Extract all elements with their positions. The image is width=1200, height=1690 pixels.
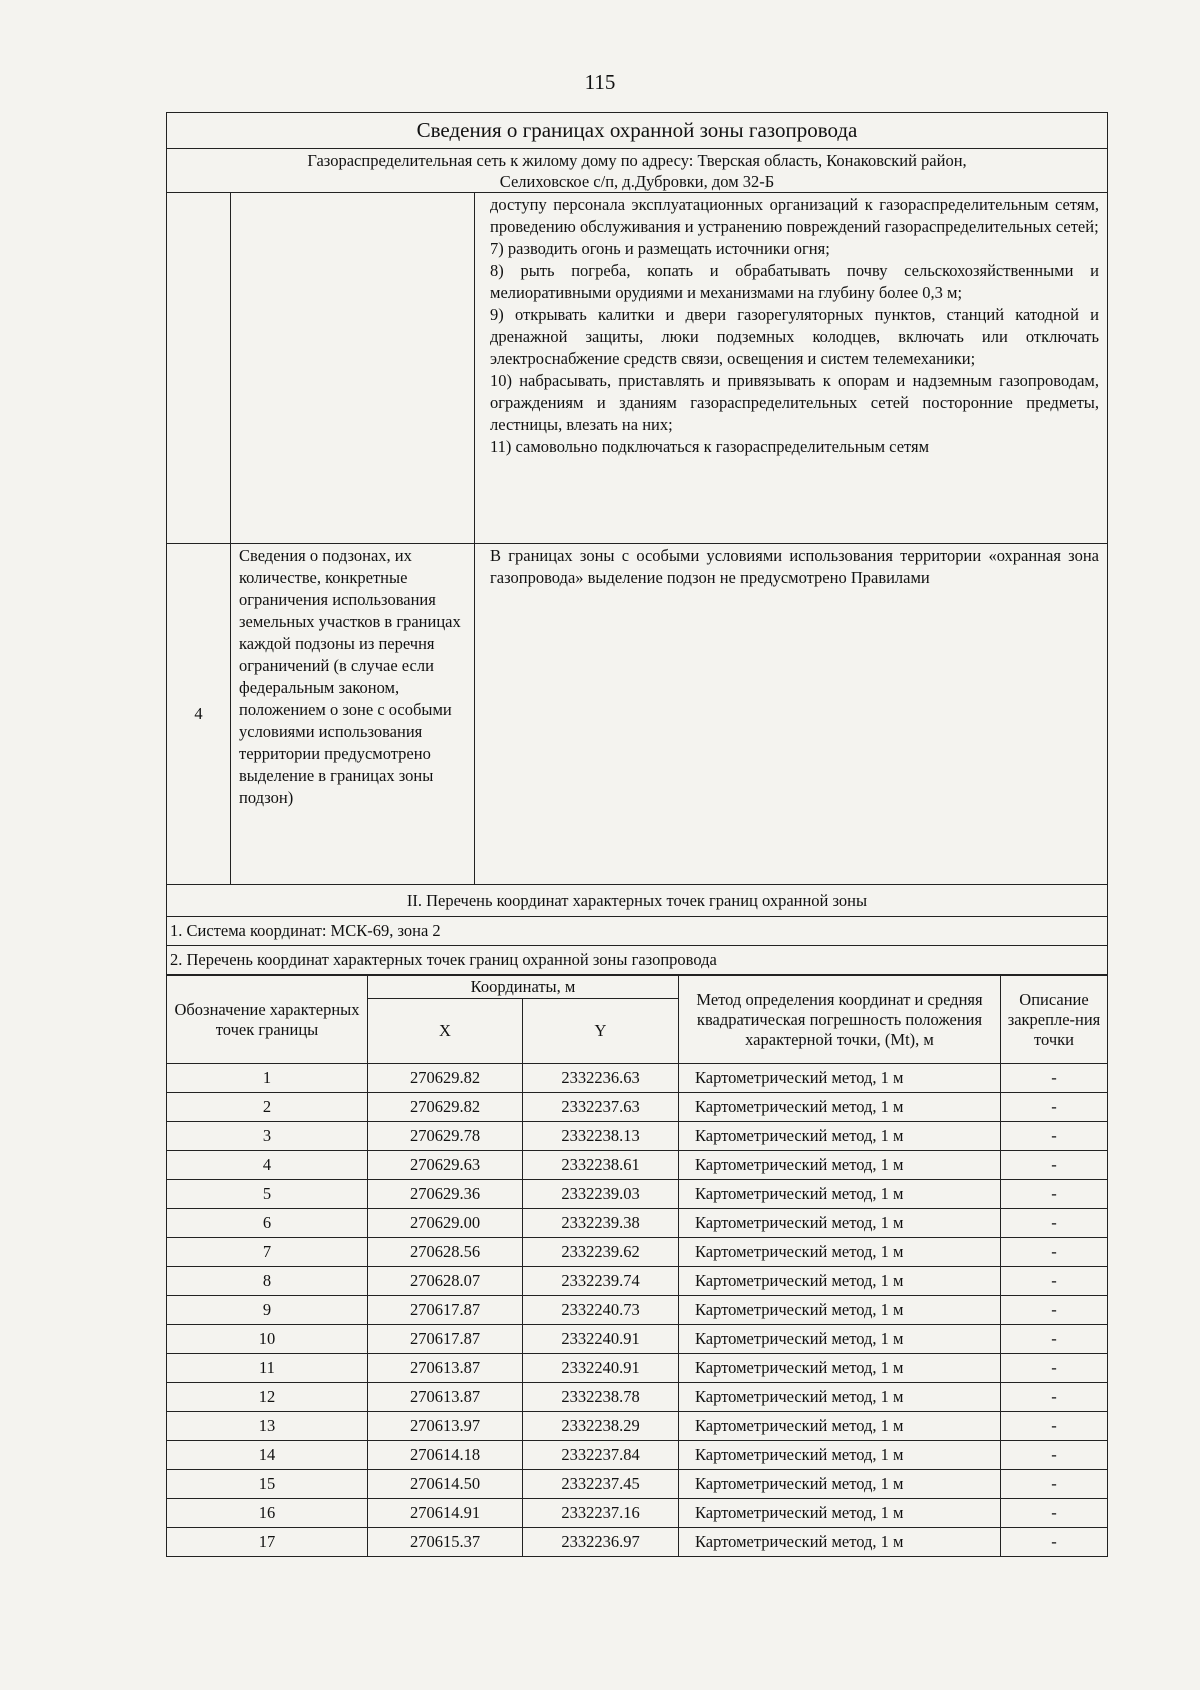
point-number: 1	[167, 1064, 368, 1093]
document-sheet	[166, 112, 1107, 1557]
point-number: 8	[167, 1267, 368, 1296]
coord-x: 270629.82	[368, 1064, 523, 1093]
fixation-description: -	[1001, 1151, 1108, 1180]
restriction-item: 11) самовольно подключаться к газораспределительным сетям	[490, 437, 930, 456]
table-row	[167, 1412, 1108, 1441]
fixation-description: -	[1001, 1383, 1108, 1412]
fixation-description: -	[1001, 1209, 1108, 1238]
point-number: 13	[167, 1412, 368, 1441]
coord-x: 270615.37	[368, 1528, 523, 1557]
method: Картометрический метод, 1 м	[679, 1470, 1001, 1499]
y-header: Y	[523, 999, 679, 1064]
point-number: 6	[167, 1209, 368, 1238]
coord-y: 2332237.63	[523, 1093, 679, 1122]
fixation-description: -	[1001, 1528, 1108, 1557]
point-number: 17	[167, 1528, 368, 1557]
table-row	[167, 1122, 1108, 1151]
table-row	[167, 1093, 1108, 1122]
coord-y: 2332239.38	[523, 1209, 679, 1238]
coord-x: 270617.87	[368, 1296, 523, 1325]
coord-y: 2332239.62	[523, 1238, 679, 1267]
fixation-description: -	[1001, 1470, 1108, 1499]
description-header: Описание закрепле-ния точки	[1001, 976, 1108, 1064]
coord-x: 270629.00	[368, 1209, 523, 1238]
table-row	[167, 1499, 1108, 1528]
method: Картометрический метод, 1 м	[679, 1122, 1001, 1151]
table-row	[167, 1238, 1108, 1267]
method: Картометрический метод, 1 м	[679, 1151, 1001, 1180]
coord-y: 2332236.63	[523, 1064, 679, 1093]
point-number: 16	[167, 1499, 368, 1528]
address-line-1: Газораспределительная сеть к жилому дому по адресу: Тверская область, Конаковский район,	[307, 150, 967, 170]
coord-y: 2332237.84	[523, 1441, 679, 1470]
restriction-item: доступу персонала эксплуатационных организаций к газораспределительным сетям, проведению обслуживания и устранению повреждений газораспределительных сетей;	[490, 195, 1100, 236]
coord-y: 2332238.78	[523, 1383, 679, 1412]
coord-x: 270613.87	[368, 1354, 523, 1383]
coord-y: 2332238.13	[523, 1122, 679, 1151]
coord-x: 270614.91	[368, 1499, 523, 1528]
method: Картометрический метод, 1 м	[679, 1238, 1001, 1267]
coord-y: 2332236.97	[523, 1528, 679, 1557]
method: Картометрический метод, 1 м	[679, 1325, 1001, 1354]
table-row	[167, 1267, 1108, 1296]
coordinates-header: Координаты, м	[368, 976, 679, 999]
table-row	[167, 1296, 1108, 1325]
restriction-item: 9) открывать калитки и двери газорегуляторных пунктов, станций катодной и дренажной защиты, люки подземных колодцев, включать или отключать электроснабжение средств связи, освещения и систем телемеханики;	[490, 305, 1100, 368]
table-row	[167, 1470, 1108, 1499]
method: Картометрический метод, 1 м	[679, 1499, 1001, 1528]
restriction-item: 10) набрасывать, приставлять и привязывать к опорам и надземным газопроводам, ограждениям и зданиям газораспределительных сетей посторонние предметы, лестницы, влезать на них;	[490, 371, 1100, 434]
point-number: 2	[167, 1093, 368, 1122]
coordinates-table	[166, 975, 1108, 1557]
point-number: 7	[167, 1238, 368, 1267]
point-number: 15	[167, 1470, 368, 1499]
fixation-description: -	[1001, 1441, 1108, 1470]
coord-y: 2332240.73	[523, 1296, 679, 1325]
coord-x: 270613.87	[368, 1383, 523, 1412]
coord-y: 2332237.16	[523, 1499, 679, 1528]
method: Картометрический метод, 1 м	[679, 1354, 1001, 1383]
section2-heading: II. Перечень координат характерных точек границ охранной зоны	[167, 885, 1108, 917]
method: Картометрический метод, 1 м	[679, 1064, 1001, 1093]
method: Картометрический метод, 1 м	[679, 1209, 1001, 1238]
coordinates-body	[167, 1064, 1108, 1557]
coord-x: 270629.36	[368, 1180, 523, 1209]
coord-y: 2332240.91	[523, 1354, 679, 1383]
fixation-description: -	[1001, 1412, 1108, 1441]
point-number: 14	[167, 1441, 368, 1470]
method-header: Метод определения координат и средняя квадратическая погрешность положения характерной точки, (Mt), м	[679, 976, 1001, 1064]
point-number: 5	[167, 1180, 368, 1209]
fixation-description: -	[1001, 1325, 1108, 1354]
address-line-2: Селиховское с/п, д.Дубровки, дом 32-Б	[499, 171, 775, 191]
coord-y: 2332238.29	[523, 1412, 679, 1441]
row-number: 4	[167, 544, 231, 885]
point-number: 3	[167, 1122, 368, 1151]
method: Картометрический метод, 1 м	[679, 1180, 1001, 1209]
method: Картометрический метод, 1 м	[679, 1441, 1001, 1470]
fixation-description: -	[1001, 1267, 1108, 1296]
coord-x: 270629.82	[368, 1093, 523, 1122]
point-number: 9	[167, 1296, 368, 1325]
coordinate-system: 1. Система координат: МСК-69, зона 2	[167, 917, 1108, 946]
document-title: Сведения о границах охранной зоны газопровода	[167, 113, 1108, 149]
table-row	[167, 1209, 1108, 1238]
point-number: 11	[167, 1354, 368, 1383]
point-number: 12	[167, 1383, 368, 1412]
zone-info-table	[166, 112, 1108, 975]
fixation-description: -	[1001, 1064, 1108, 1093]
method: Картометрический метод, 1 м	[679, 1383, 1001, 1412]
table-row	[167, 1383, 1108, 1412]
fixation-description: -	[1001, 1296, 1108, 1325]
row3-label-cell	[231, 193, 475, 544]
coord-x: 270629.63	[368, 1151, 523, 1180]
fixation-description: -	[1001, 1122, 1108, 1151]
table-row	[167, 1151, 1108, 1180]
page-number: 115	[584, 70, 616, 94]
point-number: 4	[167, 1151, 368, 1180]
fixation-description: -	[1001, 1180, 1108, 1209]
coord-x: 270614.50	[368, 1470, 523, 1499]
object-address	[167, 149, 1108, 193]
table-row	[167, 1354, 1108, 1383]
fixation-description: -	[1001, 1238, 1108, 1267]
restrictions-continued	[475, 193, 1108, 544]
table-row	[167, 1180, 1108, 1209]
coord-y: 2332239.74	[523, 1267, 679, 1296]
subzones-label: Сведения о подзонах, их количестве, конкретные ограничения использования земельных участков в границах каждой подзоны из перечня ограничений (в случае если федеральным законом, положением о зоне с особыми условиями использования территории предусмотрено выделение в границах зоны подзон)	[231, 544, 475, 885]
coordinate-list-title: 2. Перечень координат характерных точек границ охранной зоны газопровода	[167, 946, 1108, 975]
coord-y: 2332239.03	[523, 1180, 679, 1209]
coord-y: 2332238.61	[523, 1151, 679, 1180]
point-number: 10	[167, 1325, 368, 1354]
subzones-value: В границах зоны с особыми условиями использования территории «охранная зона газопровода» выделение подзон не предусмотрено Правилами	[475, 544, 1108, 885]
table-row	[167, 1528, 1108, 1557]
x-header: X	[368, 999, 523, 1064]
designation-header: Обозначение характерных точек границы	[167, 976, 368, 1064]
fixation-description: -	[1001, 1093, 1108, 1122]
coord-x: 270614.18	[368, 1441, 523, 1470]
table-row	[167, 1064, 1108, 1093]
table-row	[167, 1441, 1108, 1470]
coord-x: 270613.97	[368, 1412, 523, 1441]
row3-number-cell	[167, 193, 231, 544]
coord-x: 270628.07	[368, 1267, 523, 1296]
coord-y: 2332240.91	[523, 1325, 679, 1354]
method: Картометрический метод, 1 м	[679, 1528, 1001, 1557]
method: Картометрический метод, 1 м	[679, 1093, 1001, 1122]
fixation-description: -	[1001, 1499, 1108, 1528]
coord-x: 270629.78	[368, 1122, 523, 1151]
method: Картометрический метод, 1 м	[679, 1267, 1001, 1296]
method: Картометрический метод, 1 м	[679, 1296, 1001, 1325]
fixation-description: -	[1001, 1354, 1108, 1383]
table-row	[167, 1325, 1108, 1354]
method: Картометрический метод, 1 м	[679, 1412, 1001, 1441]
coord-x: 270617.87	[368, 1325, 523, 1354]
coord-x: 270628.56	[368, 1238, 523, 1267]
coord-y: 2332237.45	[523, 1470, 679, 1499]
restriction-item: 8) рыть погреба, копать и обрабатывать почву сельскохозяйственными и мелиоративными орудиями и механизмами на глубину более 0,3 м;	[490, 261, 1100, 302]
restriction-item: 7) разводить огонь и размещать источники огня;	[490, 239, 830, 258]
